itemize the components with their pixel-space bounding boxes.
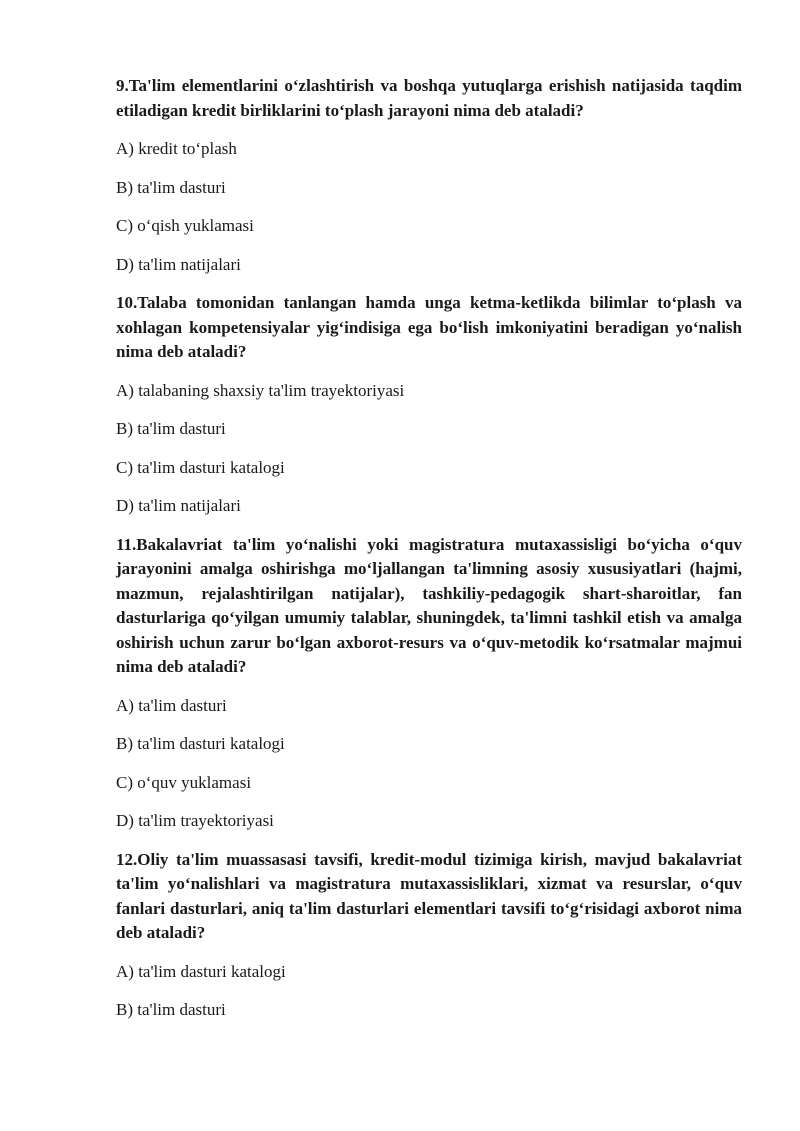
question-10 (116, 291, 742, 518)
option-d: D) ta'lim natijalari (116, 254, 241, 274)
question-text: 12.Oliy ta'lim muassasasi tavsifi, kredit-modul tizimiga kirish, mavjud bakalavriat ta'lim yo‘nalishlari va magistratura mutaxassisliklari, xizmat va resurslar, o‘quv fanlari dasturlari, aniq ta'lim dasturlari elementlari tavsifi to‘g‘risidagi axborot nima deb ataladi? (116, 849, 742, 942)
option-a: A) ta'lim dasturi (116, 695, 227, 715)
question-11 (116, 533, 742, 834)
option-c: C) o‘quv yuklamasi (116, 772, 252, 792)
option-a: A) ta'lim dasturi katalogi (116, 961, 286, 981)
option-b: B) ta'lim dasturi katalogi (116, 734, 285, 753)
option-d: D) ta'lim natijalari (116, 496, 241, 515)
question-12 (116, 848, 742, 1023)
option-a: A) kredit to‘plash (116, 139, 237, 158)
option-b: B) ta'lim dasturi (116, 419, 226, 438)
question-text: 11.Bakalavriat ta'lim yo‘nalishi yoki magistratura mutaxassisligi bo‘yicha o‘quv jarayonini amalga oshirishga mo‘ljallangan ta'limning asosiy xususiyatlari (hajmi, mazmun, rejalashtirilgan natijalar), tashkiliy-pedagogik shart-sharoitlar, fan dasturlariga qo‘yilgan umumiy talablar, shuningdek, ta'limni tashkil etish va amalga oshirish uchun zarur bo‘lgan axborot-resurs va o‘quv-metodik ko‘rsatmalar majmui nima deb ataladi? (116, 534, 742, 676)
question-9 (116, 74, 742, 277)
option-a: A) talabaning shaxsiy ta'lim trayektoriyasi (116, 380, 405, 400)
question-text: 9.Ta'lim elementlarini o‘zlashtirish va boshqa yutuqlarga erishish natijasida taqdim etiladigan kredit birliklarini to‘plash jarayoni nima deb ataladi? (116, 76, 742, 120)
option-c: C) o‘qish yuklamasi (116, 216, 254, 235)
option-d: D) ta'lim trayektoriyasi (116, 811, 274, 830)
option-c: C) ta'lim dasturi katalogi (116, 457, 285, 477)
question-text: 10.Talaba tomonidan tanlangan hamda unga ketma-ketlikda bilimlar to‘plash va xohlagan kompetensiyalar yig‘indisiga ega bo‘lish imkoniyatini beradigan yo‘nalish nima deb ataladi? (116, 293, 742, 361)
document-page (116, 74, 742, 1037)
option-b: B) ta'lim dasturi (116, 177, 226, 197)
option-b: B) ta'lim dasturi (116, 1000, 226, 1019)
